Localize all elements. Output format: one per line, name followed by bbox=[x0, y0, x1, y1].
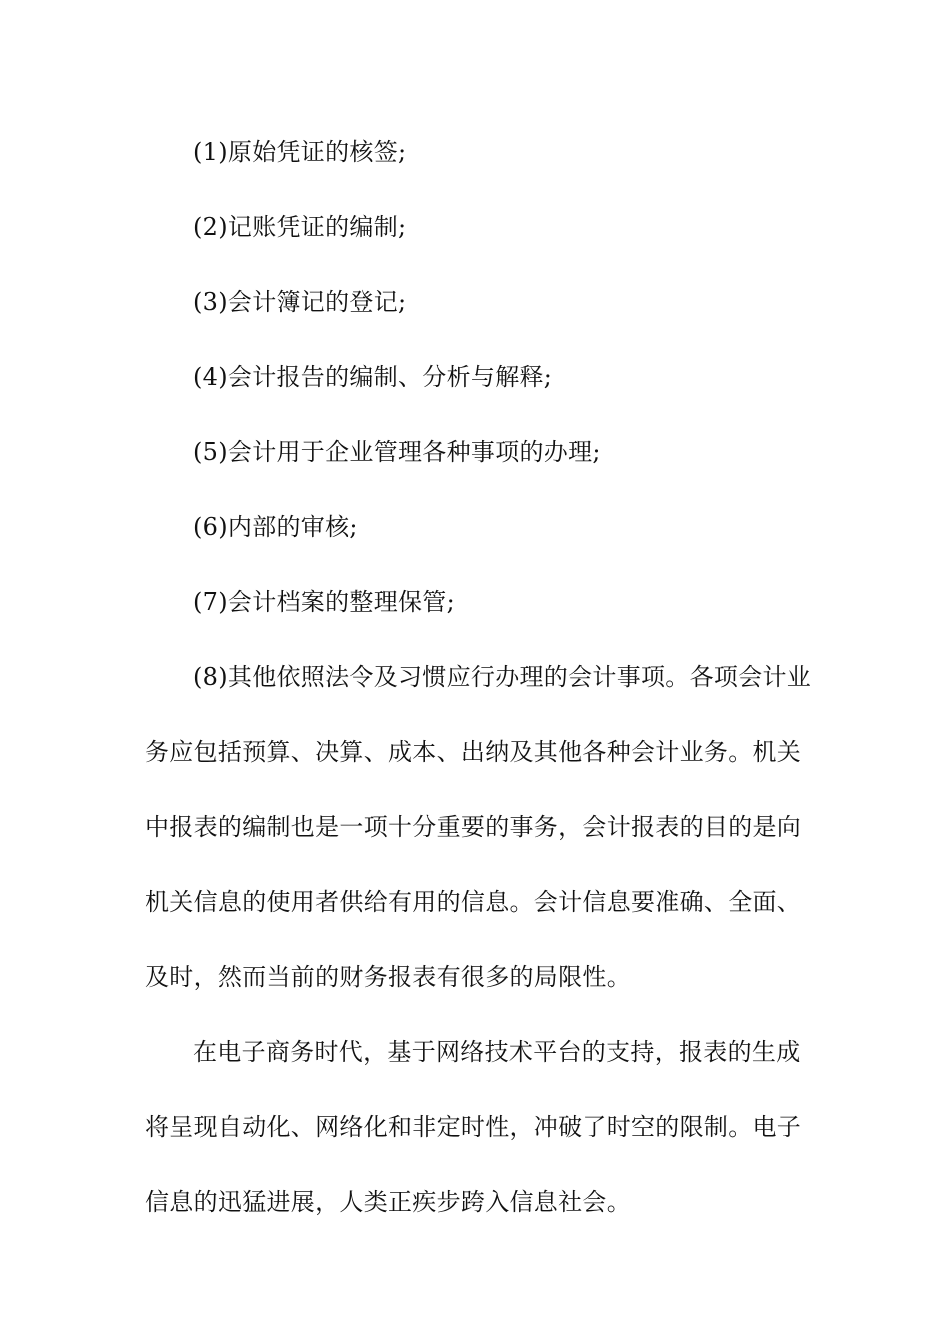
paragraph-2-line-2: 将呈现自动化、网络化和非定时性，冲破了时空的限制。电子 bbox=[145, 1113, 802, 1141]
list-item-2: (2)记账凭证的编制; bbox=[193, 213, 407, 241]
paragraph-1-line-1: (8)其他依照法令及习惯应行办理的会计事项。各项会计业 bbox=[193, 663, 812, 691]
list-item-3: (3)会计簿记的登记; bbox=[193, 288, 407, 316]
paragraph-1-line-3: 中报表的编制也是一项十分重要的事务，会计报表的目的是向 bbox=[145, 813, 802, 841]
paragraph-1-line-5: 及时，然而当前的财务报表有很多的局限性。 bbox=[145, 963, 631, 991]
paragraph-2-line-1: 在电子商务时代，基于网络技术平台的支持，报表的生成 bbox=[193, 1038, 801, 1066]
paragraph-1-line-4: 机关信息的使用者供给有用的信息。会计信息要准确、全面、 bbox=[145, 888, 802, 916]
list-item-1: (1)原始凭证的核签; bbox=[193, 138, 407, 166]
paragraph-1-line-2: 务应包括预算、决算、成本、出纳及其他各种会计业务。机关 bbox=[145, 738, 802, 766]
list-item-6: (6)内部的审核; bbox=[193, 513, 358, 541]
list-item-5: (5)会计用于企业管理各种事项的办理; bbox=[193, 438, 601, 466]
list-item-7: (7)会计档案的整理保管; bbox=[193, 588, 455, 616]
paragraph-2-line-3: 信息的迅猛进展，人类正疾步跨入信息社会。 bbox=[145, 1188, 631, 1216]
list-item-4: (4)会计报告的编制、分析与解释; bbox=[193, 363, 553, 391]
